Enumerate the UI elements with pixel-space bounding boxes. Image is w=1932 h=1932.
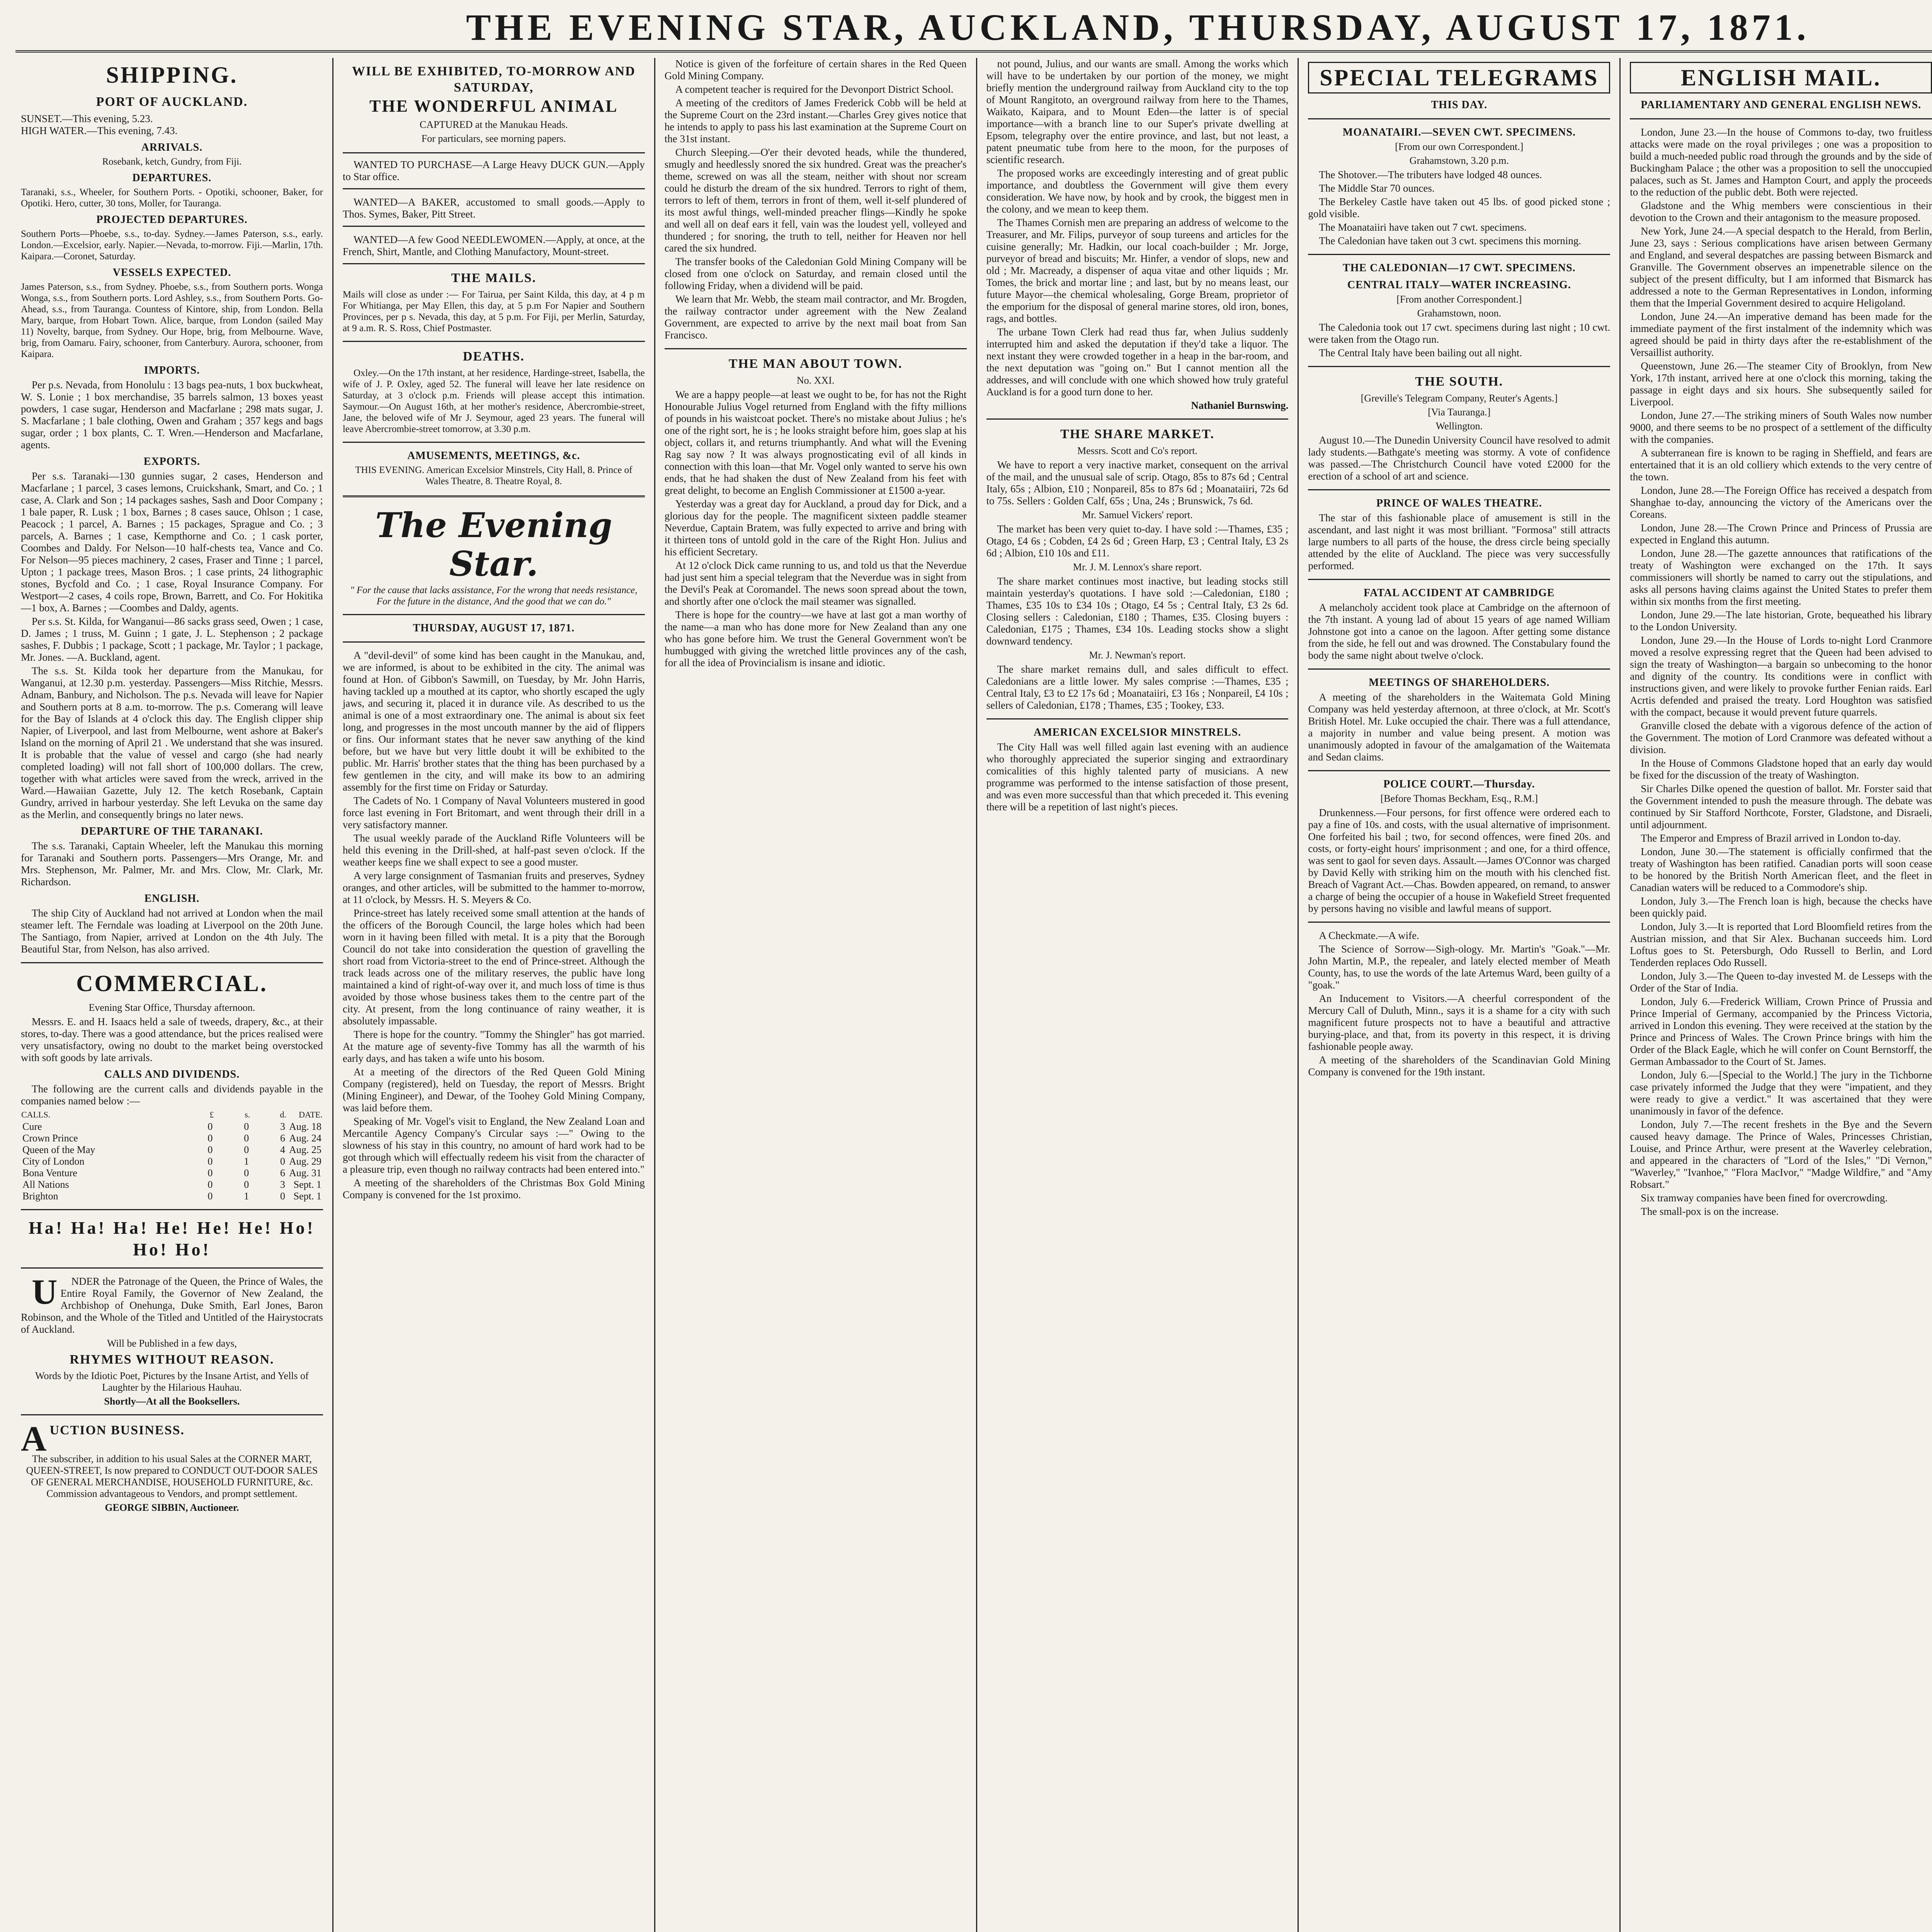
man-about-town-number: No. XXI. [796, 375, 835, 386]
auction-heading: UCTION BUSINESS. [49, 1423, 185, 1437]
imports-heading: IMPORTS. [144, 364, 200, 376]
news-para: A meeting of the creditors of James Frederick Cobb will be held at the Supreme Court on the 23rd instant.—Charles Grey gives notice that he intends to apply to pass his last examination at the Supreme Court on the 31st instant. [664, 97, 967, 145]
telegram-para: The Berkeley Castle have taken out 45 lbs. of good picked stone ; gold visible. [1308, 196, 1611, 219]
police-text: Drunkenness.—Four persons, for first offence were ordered each to pay a fine of 10s. and costs, with the usual alternative of imprisonment. One forfeited his bail ; two, for second offences, were fined 20s. and costs, or forty-eight hours' imprisonment ; and one, for a third offence, was sent to gaol for seven days. Assault.—James O'Connor was charged by David Kelly with striking him on the mouth with his clenched fist. Breach of Vagrant Act.—Chas. Bowden appeared, on remand, to answer a charge of being the occupier of a house in Wakefield Street frequented by persons having no visible and lawful means of support. [1308, 807, 1611, 914]
wanted-ad-3: WANTED—A few Good NEEDLEWOMEN.—Apply, at once, at the French, Shirt, Mantle, and Clothing Manufactory, Mount-street. [343, 228, 645, 264]
drop-cap-u: U [32, 1272, 58, 1311]
calls-cell: 0 [244, 1179, 249, 1190]
mail-para: London, June 28.—The gazette announces that ratifications of the treaty of Washington were exchanged on the 17th. It says commissioners will shortly be named to carry out the stipulations, and asks all persons having claims against the United States to prefer them within six months from the first meeting. [1630, 548, 1932, 607]
table-row [21, 1167, 323, 1179]
exhibit-line-2: THE WONDERFUL ANIMAL [369, 97, 618, 116]
arrivals-heading: ARRIVALS. [141, 141, 203, 153]
auction-signature: GEORGE SIBBIN, Auctioneer. [105, 1502, 239, 1513]
meetings-text: A meeting of the shareholders in the Waitemata Gold Mining Company was held yesterday afternoon, at three o'clock, at Mr. Scott's British Hotel. Mr. Luke occupied the chair. There was a full attendance, a majority in number and value being present. A motion was unanimously adopted in favour of the amalgamation of the Waitemata and Sedan claims. [1308, 691, 1611, 763]
calls-cell: 0 [207, 1190, 213, 1202]
english-text: The ship City of Auckland had not arrived at London when the mail steamer left. The Ferndale was loading at Liverpool on the 20th June. The Santiago, from Napier, arrived at London on the 4th July. The Beautiful Star, from Nelson, has also arrived. [21, 907, 323, 955]
divider [343, 442, 645, 443]
rhymes-description: Words by the Idiotic Poet, Pictures by the Insane Artist, and Yells of Laughter by the Hilarious Hauhau. [35, 1370, 309, 1393]
dateline: Grahamstown, 3.20 p.m. [1409, 155, 1509, 166]
mail-para: Queenstown, June 26.—The steamer City of Brooklyn, from New York, 17th instant, arrived here at one o'clock this morning, taking the passage in eight days and six hours. She subsequently sailed for Liverpool. [1630, 360, 1932, 408]
calls-cell: 0 [280, 1190, 286, 1202]
mail-para: London, July 3.—It is reported that Lord Bloomfield retires from the Austrian mission, and that Sir Alex. Buchanan succeeds him. Lord Loftus goes to St. Petersburgh, Odo Russell to Berlin, and Lord Tenderden replaces Odo Russell. [1630, 921, 1932, 968]
column-4 [977, 58, 1299, 1932]
editorial-para: Prince-street has lately received some small attention at the hands of the officers of the Borough Council, the large holes which had been worn in it having been filled with metal. It is a pity that the Borough Council do not take into consideration the question of gravelling the short road from Victoria-street to the end of Prince-street. Although the track leads across one of the military reserves, the public have long maintained a kind of right-of-way over it, and much loss of time is thus avoided by those whose business takes them to the centre part of the city. At present, from the long continuance of rainy weather, it is absolutely impassable. [342, 907, 645, 1027]
calls-cell: 1 [244, 1190, 249, 1202]
calls-intro: The following are the current calls and dividends payable in the companies named below :— [21, 1083, 323, 1107]
man-about-town-para: The urbane Town Clerk had read thus far, when Julius suddenly interrupted him and asked the deputation if they'd take a liquor. The next instant they were crowded together in a heap in the bar-room, and the next deputation was "going on." But I cannot mention all the addresses, and will conclude with one which showed how truly grateful Auckland is for a good turn done to her. [986, 326, 1289, 398]
calls-cell: 0 [280, 1156, 286, 1167]
issue-date: THURSDAY, AUGUST 17, 1871. [413, 622, 575, 634]
man-about-town-para: The Thames Cornish men are preparing an address of welcome to the Treasurer, and Mr. Filips, purveyor of soup tureens and articles for the cuisine generally; Mr. Hadkin, our local coach-builder ; Mr. Jorge, purveyor of bread and biscuits; Mr. Hinfer, a vendor of slops, new and old ; Mr. Macready, a dispenser of aqua vitae and other liquids ; Mr. Tomes, the brick and mortar line ; and last, but by no means least, our future Mayor—the chemical wholesaling, Gorge Bream, proprietor of the emporium for the disposal of general marine stores, old iron, bones, rags, and bottles. [986, 217, 1289, 324]
correspondent-line: [From another Correspondent.] [1396, 294, 1522, 305]
news-para: We learn that Mr. Webb, the steam mail contractor, and Mr. Brogden, the railway contractor under agreement with the New Zealand Government, are expected to arrive by the next mail boat from San Francisco. [664, 293, 967, 341]
editorial-para: A meeting of the shareholders of the Christmas Box Gold Mining Company is convened for the 1st proximo. [342, 1177, 645, 1201]
calls-cell: 0 [244, 1121, 249, 1132]
mail-para: London, July 3.—The French loan is high, because the checks have been quickly paid. [1630, 895, 1932, 919]
calls-cell: Aug. 29 [289, 1156, 321, 1167]
divider [343, 614, 645, 615]
divider [1630, 118, 1932, 119]
patronage-body: NDER the Patronage of the Queen, the Prince of Wales, the Entire Royal Family, the Governor of New Zealand, the Archbishop of Onehunga, Duke Smith, Earl Jones, Baron Robinson, and the Whole of the Titled and Untitled of the Hairystocrats of Auckland. [21, 1276, 323, 1335]
ha-ha-headline: Ha! Ha! Ha! He! He! He! Ho! Ho! Ho! [28, 1218, 315, 1259]
calls-cell: Sept. 1 [293, 1179, 321, 1190]
deaths-heading: DEATHS. [463, 349, 525, 364]
wanted-ad-1: WANTED TO PURCHASE—A Large Heavy DUCK GUN.—Apply to Star office. [343, 153, 645, 189]
mail-para: London, July 7.—The recent freshets in the Bye and the Severn caused heavy damage. The Prince of Wales, Princesses Christian, Louise, and Prince Arthur, were present at the Waverley celebration, and appeared in the characters of "Lord of the Isles," "Di Vernon," "Waverley," "Ivanhoe," "Flora MacIvor," "Madge Wildfire," and "Amy Robsart." [1630, 1119, 1932, 1190]
divider [986, 418, 1289, 420]
news-para: The transfer books of the Caledonian Gold Mining Company will be closed from one o'clock on Saturday, and remain closed until the following Friday, when a dividend will be paid. [664, 256, 967, 291]
calls-cell: City of London [22, 1156, 85, 1167]
telegram-para: The Shotover.—The tributers have lodged 48 ounces. [1319, 169, 1542, 180]
telegram-heading: CENTRAL ITALY—WATER INCREASING. [1347, 279, 1571, 291]
via-line: [Via Tauranga.] [1428, 406, 1491, 418]
table-row [21, 1144, 323, 1156]
mail-para: London, July 6.—Frederick William, Crown Prince of Prussia and Prince Imperial of Germany, accompanied by the Princess Victoria, arrived in London this evening. They were received at the station by the Prince and Princess of Wales. The Crown Prince brings with him the Order of the Black Eagle, which he will confer on Count Bernstorff, the German Ambassador to the Court of St. James. [1630, 996, 1932, 1067]
telegram-para: The Middle Star 70 ounces. [1319, 182, 1435, 194]
english-heading: ENGLISH. [144, 893, 200, 905]
calls-cell: 0 [207, 1133, 213, 1144]
departures-text: Taranaki, s.s., Wheeler, for Southern Ports. - Opotiki, schooner, Baker, for Opotiki. Hero, cutter, 30 tons, Moller, for Tauranga. [21, 187, 323, 209]
mail-para: London, June 24.—An imperative demand has been made for the immediate payment of the first instalment of the indemnity which was agreed should be paid in thirty days after the re-establishment of the Versaillist authority. [1630, 311, 1932, 358]
shipping-heading: SHIPPING. [106, 62, 238, 88]
calls-cell: Bona Venture [22, 1167, 77, 1179]
divider [986, 718, 1289, 719]
minstrels-heading: AMERICAN EXCELSIOR MINSTRELS. [1034, 726, 1241, 738]
english-mail-heading: ENGLISH MAIL. [1630, 62, 1932, 94]
dateline: Wellington. [1435, 420, 1483, 432]
mail-para: In the House of Commons Gladstone hoped that an early day would be fixed for the discussion of the treaty of Washington. [1630, 757, 1932, 781]
dateline: Grahamstown, noon. [1417, 308, 1502, 319]
telegram-para: August 10.—The Dunedin University Council have resolved to admit lady students.—Bathgate's meeting was stormy. A vote of confidence was passed.—The Christchurch Council have voted £2000 for the erection of a school of art and science. [1308, 434, 1611, 482]
exhibit-line-1: WILL BE EXHIBITED, TO-MORROW AND SATURDAY, [352, 64, 636, 95]
calls-cell: Aug. 31 [289, 1167, 321, 1179]
misc-para: A Checkmate.—A wife. [1319, 930, 1419, 941]
table-row [21, 1133, 323, 1144]
editorial-para: A "devil-devil" of some kind has been caught in the Manukau, and, we are informed, is about to be exhibited in the city. The animal was found at Hon. of Gibbon's Sawmill, on Tuesday, by Mr. John Harris, having tackled up a mouthed at its captor, who shortly escaped the ugly jaws, and securing it, placed it in durance vile. As described to us the animal is one of a most extraordinary one. The animal is about six feet long, and progresses in the most uncouth manner by the aid of flippers or fins. Our informant states that he never saw anything of the kind before, but we have but very little doubt it will be exhibited to the public. Mr. Harris' brother states that the thing has been purchased by a few gentlemen in the city, and will make its bow to an admiring assembly for the first time on Friday or Saturday. [342, 650, 645, 793]
south-agency: [Greville's Telegram Company, Reuter's Agents.] [1361, 393, 1558, 404]
mail-para: London, June 28.—The Foreign Office has received a despatch from Shanghae to-day, announcing the victory of the Americans over the Coreans. [1630, 485, 1932, 520]
mail-para: Sir Charles Dilke opened the question of ballot. Mr. Forster said that the Government intended to push the measure through. The debate was continued by Sir Stafford Northcote, Forster, Gladstone, and Disraeli, until adjournment. [1630, 783, 1932, 830]
correspondent-line: [From our own Correspondent.] [1395, 141, 1524, 152]
police-heading: POLICE COURT.—Thursday. [1383, 778, 1535, 790]
divider [665, 348, 967, 349]
share-report-heading: Messrs. Scott and Co's report. [1077, 445, 1197, 456]
share-report-heading: Mr. J. M. Lennox's share report. [1073, 561, 1202, 573]
calls-cell: 0 [244, 1133, 249, 1144]
table-row [21, 1179, 323, 1190]
man-about-town-para: We are a happy people—at least we ought to be, for has not the Right Honourable Julius Vogel returned from England with the fifty millions of pounds in his waistcoat pocket. There's no mistake about Julius ; he's one of the right sort, he is ; he looks straight before him, goes slap at his object, collars it, and returns triumphantly. And what will the Evening Rag say now ? It was always prognosticating evil of all kinds in connection with this loan—that Mr. Vogel only wanted to serve his own ends, that he had shaken the dust of New Zealand from his feet with great delight, to become an English Commissioner at £1500 a-year. [664, 389, 967, 496]
divider [1308, 579, 1610, 580]
accident-text: A melancholy accident took place at Cambridge on the afternoon of the 7th instant. A young lad of about 15 years of age named William Johnstone got into a canoe on the lagoon. After getting some distance from the side, he fell out and was drowned. The Constabulary found the body the same night about twelve o'clock. [1308, 602, 1611, 661]
calls-cell: Queen of the May [22, 1144, 95, 1155]
mail-para: London, July 6.—[Special to the World.] The jury in the Tichborne case privately informed the Judge that they were "impatient, and they were ready to give a verdict." It was ascertained that they were unanimously in favor of the defence. [1630, 1069, 1932, 1117]
amusements-text: THIS EVENING. American Excelsior Minstrels, City Hall, 8. Prince of Wales Theatre, 8. Theatre Royal, 8. [355, 465, 633, 486]
mail-para: London, July 3.—The Queen to-day invested M. de Lesseps with the Order of the Star of India. [1630, 970, 1932, 994]
minstrels-text: The City Hall was well filled again last evening with an audience who thoroughly appreciated the superior singing and extraordinary comicalities of this highly talented party of musicians. A new programme was performed to the intense satisfaction of those present, and was even more successful than that which preceded it. This evening there will be a repetition of last night's pieces. [986, 741, 1289, 813]
this-day-label: THIS DAY. [1431, 99, 1488, 111]
mail-para: New York, June 24.—A special despatch to the Herald, from Berlin, June 23, says : Serious complications have arisen between Germany and England, and several despatches are passing between Bismarck and Granville. The Government observes an impenetrable silence on the subject of the present difficulty, but I am informed that Bismarck has addressed a note to the German Representatives in London, informing them that the Imperial Government desired to acquire Heligoland. [1630, 225, 1932, 309]
calls-cell: 0 [207, 1167, 213, 1179]
calls-col-pounds: £ [209, 1110, 214, 1119]
calls-cell: Aug. 25 [289, 1144, 321, 1155]
mails-text: Mails will close as under :— For Tairua, per Saint Kilda, this day, at 4 p m For Whitianga, per May Ellen, this day, at 5 p.m For Napier and Southern Provinces, per p s. Nevada, this day, at 5 p.m. For Fiji, per Merlin, Saturday, at 9 a.m. R. S. Ross, Chief Postmaster. [342, 289, 645, 333]
calls-cell: Sept. 1 [293, 1190, 321, 1202]
calls-cell: 0 [207, 1144, 213, 1155]
exhibit-line-3: CAPTURED at the Manukau Heads. [420, 119, 568, 130]
telegram-heading: THE CALEDONIAN—17 CWT. SPECIMENS. [1343, 262, 1576, 274]
mails-heading: THE MAILS. [451, 271, 536, 285]
masthead [15, 4, 1932, 53]
mail-para: Granville closed the debate with a vigorous defence of the action of the Government. The motion of Lord Cranmore was defeated without a division. [1630, 720, 1932, 755]
mail-para: The small-pox is on the increase. [1641, 1206, 1779, 1217]
share-report-text: The market has been very quiet to-day. I have sold :—Thames, £35 ; Otago, £4 6s ; Cobden, £4 2s 6d ; Green Harp, £3 ; Central Italy, £3 2s 6d ; Albion, £10 10s and £11. [986, 523, 1289, 559]
share-report-text: The share market continues most inactive, but leading stocks still maintain yesterday's quotations. I have sold :—Caledonian, £180 ; Thames, £35 10s to £34 10s ; Otago, £4 5s ; Central Italy, £3 2s 6d. Closing sellers : Caledonian, £180 ; Thames, £35. Closing buyers : Caledonian, £175 ; Thames, £34 10s. Leading stocks show a slight downward tendency. [986, 575, 1289, 647]
mail-para: London, June 29.—In the House of Lords to-night Lord Cranmore moved a resolve expressing regret that the Queen had been advised to sign the treaty of Washington—a bargain so unbecoming to the honor and dignity of the country. Its conditions were in conflict with instructions given, and were likely to provoke further Fenian raids. Earl Acrtis defended and praised the treaty. Lord Houghton was satisfied with the compact, because it would prevent future quarrels. [1630, 634, 1932, 718]
calls-cell: 0 [207, 1179, 213, 1190]
columns [12, 58, 1932, 1932]
special-telegrams-heading: SPECIAL TELEGRAMS [1308, 62, 1610, 94]
police-magistrate: [Before Thomas Beckham, Esq., R.M.] [1380, 793, 1538, 804]
masthead-title: THE EVENING STAR, AUCKLAND, THURSDAY, AUGUST 17, 1871. [466, 6, 1810, 48]
man-about-town-para: not pound, Julius, and our wants are small. Among the works which will have to be undertaken by our portion of the money, we might briefly mention the underground railway from Auckland city to the top of Mount Rangitoto, an overground railway from here to the Thames, Waikato, Kaipara, and to Mount Eden—the latter is of special importance—with a branch line to our Super's private dwelling at Epsom, telegraphy over the entire province, and last, but not least, a patent pneumatic tube from here to the moon, for the purposes of scientific research. [986, 58, 1289, 165]
highwater-line: HIGH WATER.—This evening, 7.43. [21, 125, 178, 136]
calls-cell: Aug. 18 [289, 1121, 321, 1132]
calls-header-row [21, 1109, 323, 1121]
evening-star-motto: " For the cause that lacks assistance, For the wrong that needs resistance, For the future in the distance, And the good that we can do." [350, 585, 638, 607]
theatre-heading: PRINCE OF WALES THEATRE. [1376, 497, 1542, 509]
divider [1308, 489, 1610, 490]
misc-para: An Inducement to Visitors.—A cheerful correspondent of the Mercury Call of Duluth, Minn., says it is a shame for a city with such magnificent future prospects not to have a beautiful and attractive burying-place, and that, from its poverty in this respect, it is driving fashionable people away. [1308, 993, 1611, 1052]
misc-para: The Science of Sorrow—Sigh-ology. Mr. Martin's "Goak."—Mr. John Martin, M.P., the repealer, and lately elected member of Meath County, has, to use the words of the late Artemus Ward, been guilty of a "goak." [1308, 943, 1611, 991]
divider [1308, 254, 1610, 255]
parliamentary-heading: PARLIAMENTARY AND GENERAL ENGLISH NEWS. [1641, 99, 1922, 111]
column-5 [1299, 58, 1621, 1932]
deaths-text: Oxley.—On the 17th instant, at her residence, Hardinge-street, Isabella, the wife of J. P. Oxley, aged 52. The funeral will leave her late residence on Saturday, at 3 o'clock p.m. Friends will please accept this intimation. Saymour.—On August 16th, at her mother's residence, Abercrombie-street, Jane, the beloved wife of Mr J. Seymour, aged 23 years. The funeral will leave Abercrombie-street tomorrow, at 3.30 p.m. [342, 368, 645, 434]
man-about-town-para: At 12 o'clock Dick came running to us, and told us that the Neverdue had just sent him a special telegram that the Neverdue was in sight from the Devil's Peak at Coromandel. The news soon spread about the town, and shortly after one o'clock the mail steamer was signalled. [664, 560, 967, 607]
editorial-para: There is hope for the country. "Tommy the Shingler" has got married. At the mature age of seventy-five Tommy has all the warmth of his early days, and has taken a wife unto his bosom. [342, 1029, 645, 1064]
calls-cell: 0 [207, 1121, 213, 1132]
editorial-para: The Cadets of No. 1 Company of Naval Volunteers mustered in good force last evening in Fort Britomart, and went through their drill in a very satisfactory manner. [342, 795, 645, 830]
divider [21, 1209, 323, 1210]
column-2 [333, 58, 655, 1932]
commercial-heading: COMMERCIAL. [76, 971, 268, 996]
share-report-heading: Mr. J. Newman's report. [1089, 650, 1186, 661]
vessels-text: James Paterson, s.s., from Sydney. Phoebe, s.s., from Southern ports. Wonga Wonga, s.s., from Southern ports. Lord Ashley, s.s., from Southern Ports. Go-Ahead, s.s., from Tauranga. Countess of Kintore, ship, from London. Bella Mary, barque, from Hobart Town. Alice, barque, from London (sailed May 11) Novelty, barque, from Sydney. Our Hope, brig, from Melbourne. Wave, brig, from Oamaru. Fairy, schooner, from Canterbury. Aurora, schooner, from Kaipara. [21, 282, 323, 359]
calls-cell: 0 [207, 1156, 213, 1167]
calls-col-name: CALLS. [21, 1110, 51, 1119]
divider [21, 962, 323, 963]
accident-heading: FATAL ACCIDENT AT CAMBRIDGE [1364, 587, 1555, 599]
calls-table [21, 1109, 323, 1202]
taranaki-heading: DEPARTURE OF THE TARANAKI. [81, 825, 263, 837]
projected-text: Southern Ports—Phoebe, s.s., to-day. Sydney.—James Paterson, s.s., early. London.—Excelsior, early. Napier.—Nevada, to-morrow. Fiji.—Marlin, 17th. Kaipara.—Coronet, Saturday. [21, 229, 323, 262]
editorial-para: A very large consignment of Tasmanian fruits and preserves, Sydney oranges, and other articles, will be submitted to the hammer to-morrow, at 11 o'clock, by Messrs. H. S. Meyers & Co. [342, 870, 645, 905]
calls-cell: 1 [244, 1156, 249, 1167]
wanted-ad-2: WANTED—A BAKER, accustomed to small goods.—Apply to Thos. Symes, Baker, Pitt Street. [343, 191, 645, 227]
calls-cell: 3 [280, 1179, 286, 1190]
amusements-heading: AMUSEMENTS, MEETINGS, &c. [407, 450, 580, 462]
divider [1308, 118, 1610, 119]
mail-para: London, June 23.—In the house of Commons to-day, two fruitless attacks were made on the royal privileges ; one was a proposition to build a much-needed public road through the grounds and by the side of Buckingham Palace ; the other was a proposition to sell the unoccupied palaces, such as St. James and Hampton Court, and apply the proceeds to the reduction of the public debt. Both were rejected. [1630, 126, 1932, 198]
mail-para: Gladstone and the Whig members were conscientious in their devotion to the Crown and their antagonism to the measure proposed. [1630, 200, 1932, 223]
man-about-town-para: The proposed works are exceedingly interesting and of great public importance, and doubtless the Government will give them every consideration. We have now, by hook and by crook, the biggest men in the colony, and we mean to keep them. [986, 167, 1289, 215]
commercial-subheading: Evening Star Office, Thursday afternoon. [88, 1002, 255, 1013]
calls-col-pence: d. [280, 1110, 287, 1119]
news-para: A competent teacher is required for the Devonport District School. [675, 83, 954, 95]
exhibit-line-4: For particulars, see morning papers. [421, 133, 566, 144]
divider [1308, 922, 1610, 923]
divider [21, 1414, 323, 1415]
divider [1308, 770, 1610, 771]
arrivals-text: Rosebank, ketch, Gundry, from Fiji. [102, 156, 242, 167]
table-row [21, 1190, 323, 1202]
calls-cell: Crown Prince [22, 1133, 78, 1144]
calls-cell: All Nations [22, 1179, 69, 1190]
divider [1308, 366, 1610, 367]
divider [343, 495, 645, 497]
theatre-text: The star of this fashionable place of amusement is still in the ascendant, and last night it was most brilliant. "Formosa" still attracts large numbers to all parts of the house, the dress circle being specially attended by the elite of Auckland. The piece was very successfully performed. [1308, 512, 1611, 571]
table-row [21, 1121, 323, 1133]
shortly-line: Shortly—At all the Booksellers. [104, 1396, 240, 1407]
calls-cell: 6 [280, 1167, 286, 1179]
exports-text-2: Per s.s. St. Kilda, for Wanganui—86 sacks grass seed, Owen ; 1 case, D. James ; 1 truss, M. Guinn ; 1 gate, J. L. Stephenson ; 2 package sashes, F. Dubbis ; 1 package, Scott ; 1 package, Mr. Taylor ; 1 package, Mr. Jones. —A. Buckland, agent. [21, 616, 323, 663]
auction-ad [21, 1419, 323, 1458]
mail-para: A subterranean fire is known to be raging in Sheffield, and fears are entertained that it is an old colliery which extends to the very centre of the town. [1630, 447, 1932, 483]
telegram-para: The Caledonia took out 17 cwt. specimens during last night ; 10 cwt. were taken from the Otago run. [1308, 321, 1611, 345]
calls-heading: CALLS AND DIVIDENDS. [104, 1068, 240, 1080]
mail-para: London, June 30.—The statement is officially confirmed that the treaty of Washington has been ratified. Canadian ports will soon cease to be honored by the British North American fleet, and the fleet in Canadian waters will be reduced to a Commodore's ship. [1630, 846, 1932, 893]
calls-cell: 0 [244, 1144, 249, 1155]
taranaki-text: The s.s. Taranaki, Captain Wheeler, left the Manukau this morning for Taranaki and Southern ports. Passengers—Mrs Orange, Mr. and Mrs. Stephenson, Mr. Palmer, Mr. and Mrs. Clow, Mr. Clark, Mr. Richardson. [21, 840, 323, 888]
man-about-town-para: Yesterday was a great day for Auckland, a proud day for Dick, and a glorious day for the people. The magnificent sixteen paddle steamer Neverdue, Captain Bratem, was fully expected to arrive and bring with it thirteen tons of untold gold in the care of the Right Hon. Julius and his efficient Secretary. [664, 498, 967, 558]
calls-cell: 0 [244, 1167, 249, 1179]
share-report-text: The share market remains dull, and sales difficult to effect. Caledonians are a little lower. My sales comprise :—Thames, £35 ; Central Italy, £3 to £2 17s 6d ; Moanataiiri, £3 16s ; Nonpareil, £4 10s ; sellers of Caledonian, £178 ; Thames, £35 ; Tookey, £33. [986, 663, 1289, 711]
calls-cell: Aug. 24 [289, 1133, 321, 1144]
editorial-para: At a meeting of the directors of the Red Queen Gold Mining Company (registered), held on Tuesday, the report of Messrs. Bright (Mining Engineer), and Dewar, of the Toohey Gold Mining Company, was laid before them. [342, 1066, 645, 1114]
divider [1308, 668, 1610, 670]
column-3 [655, 58, 977, 1932]
departures-heading: DEPARTURES. [132, 172, 212, 184]
mail-para: The Emperor and Empress of Brazil arrived in London to-day. [1641, 832, 1901, 844]
commercial-text: Messrs. E. and H. Isaacs held a sale of tweeds, drapery, &c., at their stores, to-day. There was a good attendance, but the prices realised were very unsatisfactory, owing no doubt to the market being overstocked with soft goods by late arrivals. [21, 1016, 323, 1063]
calls-col-shillings: s. [245, 1110, 250, 1119]
divider [343, 341, 645, 342]
mail-para: London, June 29.—The late historian, Grote, bequeathed his library to the London University. [1630, 609, 1932, 633]
mail-para: London, June 28.—The Crown Prince and Princess of Prussia are expected in England this autumn. [1630, 522, 1932, 546]
south-heading: THE SOUTH. [1415, 374, 1503, 389]
calls-cell: Brighton [22, 1190, 58, 1202]
rhymes-title: RHYMES WITHOUT REASON. [70, 1352, 274, 1367]
exhibit-ad [343, 58, 645, 153]
telegram-para: The Caledonian have taken out 3 cwt. specimens this morning. [1319, 235, 1582, 247]
mail-para: London, June 27.—The striking miners of South Wales now number 9000, and there seems to be no prospect of a settlement of the difficulty with the companies. [1630, 410, 1932, 445]
divider [21, 1267, 323, 1269]
editorial-para: Speaking of Mr. Vogel's visit to England, the New Zealand Loan and Mercantile Agency Company's Circular says :—" Owing to the slowness of his stay in this country, no amount of hard work had to be got through which will effectually redeem his visit from the character of a pleasure trip, even though no railway contracts had been entered into." [342, 1116, 645, 1175]
share-report-text: We have to report a very inactive market, consequent on the arrival of the mail, and the unusual sale of scrip. Otago, 85s to 87s 6d ; Central Italy, 65s ; Albion, £10 ; Nonpareil, 85s to 87s 6d ; Moanataiiri, 72s 6d to 75s. Sellers : Golden Calf, 65s ; Una, 24s ; Brunswick, 7s 6d. [986, 459, 1289, 507]
calls-cell: 4 [280, 1144, 286, 1155]
editorial-para: The usual weekly parade of the Auckland Rifle Volunteers will be held this evening in the Drill-shed, at half-past seven o'clock. If the weather keeps fine we shall expect to see a good muster. [342, 832, 645, 868]
calls-cell: 3 [280, 1121, 286, 1132]
vessels-heading: VESSELS EXPECTED. [112, 267, 231, 279]
man-about-town-para: There is hope for the country—we have at last got a man worthy of the name—a man who has done more for New Zealand than any one who has gone before him. We trust the General Government won't be humbugged with giving the wretched little provinces any of the cash, for all the idea of Provincialism is insane and idiotic. [664, 609, 967, 668]
published-line: Will be Published in a few days, [107, 1338, 237, 1349]
evening-star-title: The Evening Star. [375, 505, 612, 584]
auction-text: The subscriber, in addition to his usual Sales at the CORNER MART, QUEEN-STREET, Is now prepared to CONDUCT OUT-DOOR SALES OF GENERAL MERCHANDISE, HOUSEHOLD FURNITURE, &c. Commission advantageous to Vendors, and prompt settlement. [26, 1453, 318, 1499]
author-signoff: Nathaniel Burnswing. [1191, 400, 1289, 411]
telegram-heading: MOANATAIRI.—SEVEN CWT. SPECIMENS. [1342, 126, 1576, 138]
column-1 [12, 58, 333, 1932]
meetings-heading: MEETINGS OF SHAREHOLDERS. [1369, 677, 1550, 689]
shipping-news: The s.s. St. Kilda took her departure from the Manukau, for Wanganui, at 12.30 p.m. yesterday. Passengers—Miss Ritchie, Messrs. Adnam, Banbury, and Nicholson. The p.s. Nevada will leave for Napier and Southern ports at 8 a.m. to-morrow. The p.s. Comerang will leave for the Bay of Islands at 4 o'clock this day. The English clipper ship Napier, of Liverpool, and last from Melbourne, went ashore at Baker's Island on the morning of April 21 . We understand that she was insured. It is probable that the value of vessel and cargo (she had nearly completed loading) will not fall short of 100,000 dollars. The crew, together with what articles were saved from the wreck, arrived in the Ward.—Hawaiian Gazette, July 12. The ketch Rosebank, Captain Gundry, arrived in harbour yesterday. She left Levuka on the same day as the Merlin, and consequently brings no later news. [21, 665, 323, 820]
column-6 [1621, 58, 1932, 1932]
port-heading: PORT OF AUCKLAND. [96, 95, 248, 109]
patronage-text [21, 1272, 323, 1335]
sunset-line: SUNSET.—This evening, 5.23. [21, 113, 153, 124]
table-row [21, 1156, 323, 1167]
divider [343, 641, 645, 643]
drop-cap-a: A [21, 1419, 47, 1458]
exports-heading: EXPORTS. [143, 456, 201, 468]
share-market-heading: THE SHARE MARKET. [1060, 427, 1214, 441]
man-about-town-heading: THE MAN ABOUT TOWN. [728, 357, 903, 371]
exports-text: Per s.s. Taranaki—130 gunnies sugar, 2 cases, Henderson and Macfarlane ; 1 parcel, 3 cases lemons, Cruickshank, Smart, and Co. ; 1 case, A. Clark and Son ; 14 packages sashes, Sash and Door Company ; 1 bale paper, R. Lusk ; 1 box, Barnes ; 8 cases sauce, Ohlson ; 1 case, Peacock ; 1 parcel, A. Barnes ; 15 packages, Sprague and Co. ; 3 parcels, A. Barnes ; 1 case, Kempthorne and Co. ; 1 cask porter, Coombes and Daldy. For Nelson—10 half-chests tea, Vance and Co. For Nelson—95 pieces machinery, 2 cases, Fraser and Tinne ; 1 parcel, Upton ; 1 package trees, Mason Bros. ; 1 case prints, 24 lithographic stones, Bycfold and Co. ; 1 case, Royal Insurance Company. For Westport—2 cases, 4 coils rope, Brown, Barrett, and Co. For Hokitika—1 box, A. Barnes ; —Coombes and Daldy, agents. [21, 470, 323, 614]
telegram-para: The Moanataiiri have taken out 7 cwt. specimens. [1319, 221, 1527, 233]
share-report-heading: Mr. Samuel Vickers' report. [1082, 509, 1193, 520]
mail-para: Six tramway companies have been fined for overcrowding. [1641, 1192, 1888, 1204]
imports-text: Per p.s. Nevada, from Honolulu : 13 bags pea-nuts, 1 box buckwheat, W. S. Lonie ; 1 box merchandise, 35 barrels salmon, 13 boxes yeast powders, 1 case sugar, Henderson and Macfarlane ; 298 mats sugar, J. S. Macfarlane ; 1 bale clothing, Owen and Graham ; 357 kegs and bags sugar, order ; 1 box plants, C. T. Wren.—Henderson and Macfarlane, agents. [21, 379, 323, 451]
news-para: Notice is given of the forfeiture of certain shares in the Red Queen Gold Mining Company. [664, 58, 967, 82]
calls-col-date: DATE. [299, 1110, 323, 1119]
calls-cell: Cure [22, 1121, 42, 1132]
misc-para: A meeting of the shareholders of the Scandinavian Gold Mining Company is convened for the 19th instant. [1308, 1054, 1611, 1078]
telegram-para: The Central Italy have been bailing out all night. [1319, 347, 1522, 359]
news-para: Church Sleeping.—O'er their devoted heads, while the thundered, smugly and heedlessly snored the six hundred. Great was the preacher's theme, screwed on was all the steam, neither with shout nor scream could he disturb the dream of the six hundred. Terrors to right of them, terrors to left of them, terrors in front of them, well it-self plundered of its most awful things, well-minded preacher flings—Kindly he spoke and well all on deaf ears it fell, vain was the loudest yell, volleyed and thundered ; for snoring, the truth to tell, neither for Heaven nor hell cared the six hundred. [664, 146, 967, 254]
projected-heading: PROJECTED DEPARTURES. [96, 214, 248, 226]
calls-cell: 6 [280, 1133, 286, 1144]
